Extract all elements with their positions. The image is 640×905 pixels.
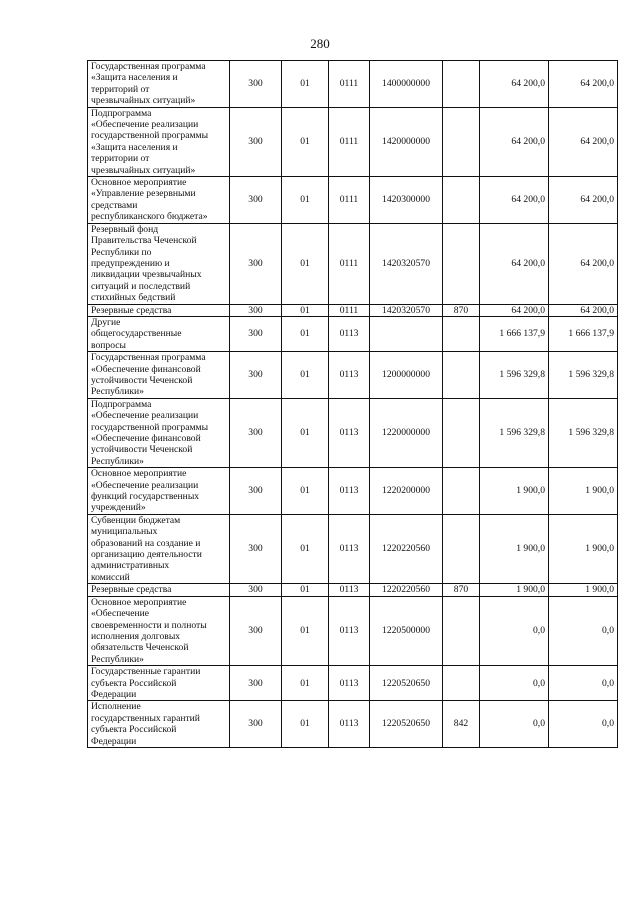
ministry-code-cell: 300 — [230, 107, 282, 176]
target-article-cell: 1220500000 — [370, 596, 443, 665]
table-row — [88, 514, 618, 583]
table-row — [88, 223, 618, 304]
section-code-cell: 01 — [282, 304, 329, 316]
row-name-cell: Резервные средства — [88, 304, 230, 316]
section-code-cell: 01 — [282, 61, 329, 108]
amount-year1-cell: 0,0 — [480, 596, 549, 665]
subsection-code-cell: 0113 — [329, 352, 370, 399]
expense-type-cell — [443, 352, 480, 399]
table-row — [88, 596, 618, 665]
subsection-code-cell: 0111 — [329, 107, 370, 176]
subsection-code-cell: 0113 — [329, 468, 370, 515]
row-name-cell: Резервные средства — [88, 584, 230, 596]
row-name-cell: Государственная программа «Обеспечение финансовой устойчивости Чеченской Республики» — [88, 352, 230, 399]
row-name-cell: Другие общегосударственные вопросы — [88, 316, 230, 351]
expense-type-cell — [443, 514, 480, 583]
page-number: 280 — [310, 36, 330, 51]
amount-year1-cell: 64 200,0 — [480, 223, 549, 304]
subsection-code-cell: 0113 — [329, 596, 370, 665]
amount-year1-cell: 1 596 329,8 — [480, 352, 549, 399]
target-article-cell: 1220520650 — [370, 701, 443, 748]
amount-year1-cell: 1 666 137,9 — [480, 316, 549, 351]
ministry-code-cell: 300 — [230, 468, 282, 515]
target-article-cell: 1220200000 — [370, 468, 443, 515]
table-row — [88, 107, 618, 176]
section-code-cell: 01 — [282, 316, 329, 351]
target-article-cell: 1400000000 — [370, 61, 443, 108]
row-name-cell: Исполнение государственных гарантий субъекта Российской Федерации — [88, 701, 230, 748]
target-article-cell: 1220220560 — [370, 514, 443, 583]
amount-year1-cell: 0,0 — [480, 701, 549, 748]
subsection-code-cell: 0113 — [329, 514, 370, 583]
expense-type-cell — [443, 223, 480, 304]
row-name-cell: Основное мероприятие «Обеспечение своевременности и полноты исполнения долговых обязательств Чеченской Республики» — [88, 596, 230, 665]
amount-year2-cell: 1 666 137,9 — [549, 316, 618, 351]
section-code-cell: 01 — [282, 514, 329, 583]
expense-type-cell: 842 — [443, 701, 480, 748]
row-name-cell: Государственные гарантии субъекта Российской Федерации — [88, 666, 230, 701]
table-row — [88, 177, 618, 224]
row-name-cell: Подпрограмма «Обеспечение реализации государственной программы «Обеспечение финансовой устойчивости Чеченской Республики» — [88, 398, 230, 467]
row-name-cell: Подпрограмма «Обеспечение реализации государственной программы «Защита населения и территории от чрезвычайных ситуаций» — [88, 107, 230, 176]
section-code-cell: 01 — [282, 223, 329, 304]
section-code-cell: 01 — [282, 701, 329, 748]
section-code-cell: 01 — [282, 177, 329, 224]
row-name-cell: Резервный фонд Правительства Чеченской Республики по предупреждению и ликвидации чрезвычайных ситуаций и последствий стихийных бедствий — [88, 223, 230, 304]
amount-year2-cell: 0,0 — [549, 596, 618, 665]
subsection-code-cell: 0113 — [329, 584, 370, 596]
section-code-cell: 01 — [282, 596, 329, 665]
row-name-cell: Государственная программа «Защита населения и территорий от чрезвычайных ситуаций» — [88, 61, 230, 108]
section-code-cell: 01 — [282, 398, 329, 467]
row-name-cell: Субвенции бюджетам муниципальных образований на создание и организацию деятельности административных комиссий — [88, 514, 230, 583]
target-article-cell: 1420320570 — [370, 304, 443, 316]
table-row — [88, 316, 618, 351]
ministry-code-cell: 300 — [230, 223, 282, 304]
table-row — [88, 666, 618, 701]
row-name-cell: Основное мероприятие «Управление резервными средствами республиканского бюджета» — [88, 177, 230, 224]
expense-type-cell: 870 — [443, 584, 480, 596]
table-row — [88, 584, 618, 596]
ministry-code-cell: 300 — [230, 352, 282, 399]
expense-type-cell: 870 — [443, 304, 480, 316]
table-row — [88, 352, 618, 399]
amount-year1-cell: 1 900,0 — [480, 584, 549, 596]
subsection-code-cell: 0113 — [329, 701, 370, 748]
amount-year1-cell: 1 900,0 — [480, 514, 549, 583]
ministry-code-cell: 300 — [230, 596, 282, 665]
row-name-cell: Основное мероприятие «Обеспечение реализации функций государственных учреждений» — [88, 468, 230, 515]
table-row — [88, 468, 618, 515]
table-row — [88, 61, 618, 108]
amount-year2-cell: 0,0 — [549, 666, 618, 701]
target-article-cell: 1220520650 — [370, 666, 443, 701]
subsection-code-cell: 0111 — [329, 177, 370, 224]
amount-year2-cell: 1 900,0 — [549, 468, 618, 515]
subsection-code-cell: 0113 — [329, 398, 370, 467]
table-row — [88, 398, 618, 467]
ministry-code-cell: 300 — [230, 514, 282, 583]
subsection-code-cell: 0111 — [329, 304, 370, 316]
ministry-code-cell: 300 — [230, 666, 282, 701]
amount-year1-cell: 64 200,0 — [480, 177, 549, 224]
amount-year2-cell: 1 900,0 — [549, 584, 618, 596]
ministry-code-cell: 300 — [230, 398, 282, 467]
amount-year1-cell: 64 200,0 — [480, 61, 549, 108]
amount-year2-cell: 1 596 329,8 — [549, 398, 618, 467]
table-row — [88, 304, 618, 316]
amount-year2-cell: 0,0 — [549, 701, 618, 748]
amount-year2-cell: 64 200,0 — [549, 61, 618, 108]
expense-type-cell — [443, 107, 480, 176]
target-article-cell: 1420320570 — [370, 223, 443, 304]
subsection-code-cell: 0113 — [329, 666, 370, 701]
expense-type-cell — [443, 666, 480, 701]
subsection-code-cell: 0113 — [329, 316, 370, 351]
ministry-code-cell: 300 — [230, 701, 282, 748]
section-code-cell: 01 — [282, 107, 329, 176]
amount-year1-cell: 64 200,0 — [480, 304, 549, 316]
amount-year2-cell: 64 200,0 — [549, 107, 618, 176]
expense-type-cell — [443, 596, 480, 665]
amount-year1-cell: 1 900,0 — [480, 468, 549, 515]
amount-year2-cell: 1 596 329,8 — [549, 352, 618, 399]
table-row — [88, 701, 618, 748]
expense-type-cell — [443, 398, 480, 467]
section-code-cell: 01 — [282, 352, 329, 399]
ministry-code-cell: 300 — [230, 584, 282, 596]
target-article-cell: 1220000000 — [370, 398, 443, 467]
target-article-cell: 1220220560 — [370, 584, 443, 596]
ministry-code-cell: 300 — [230, 316, 282, 351]
expense-type-cell — [443, 61, 480, 108]
amount-year1-cell: 64 200,0 — [480, 107, 549, 176]
expense-type-cell — [443, 316, 480, 351]
target-article-cell: 1420300000 — [370, 177, 443, 224]
expense-type-cell — [443, 177, 480, 224]
target-article-cell — [370, 316, 443, 351]
amount-year2-cell: 1 900,0 — [549, 514, 618, 583]
amount-year2-cell: 64 200,0 — [549, 223, 618, 304]
section-code-cell: 01 — [282, 468, 329, 515]
amount-year2-cell: 64 200,0 — [549, 177, 618, 224]
target-article-cell: 1200000000 — [370, 352, 443, 399]
ministry-code-cell: 300 — [230, 177, 282, 224]
expense-type-cell — [443, 468, 480, 515]
ministry-code-cell: 300 — [230, 61, 282, 108]
amount-year2-cell: 64 200,0 — [549, 304, 618, 316]
subsection-code-cell: 0111 — [329, 223, 370, 304]
subsection-code-cell: 0111 — [329, 61, 370, 108]
section-code-cell: 01 — [282, 666, 329, 701]
budget-table — [87, 60, 618, 748]
section-code-cell: 01 — [282, 584, 329, 596]
table-body — [88, 61, 618, 748]
target-article-cell: 1420000000 — [370, 107, 443, 176]
ministry-code-cell: 300 — [230, 304, 282, 316]
amount-year1-cell: 0,0 — [480, 666, 549, 701]
amount-year1-cell: 1 596 329,8 — [480, 398, 549, 467]
